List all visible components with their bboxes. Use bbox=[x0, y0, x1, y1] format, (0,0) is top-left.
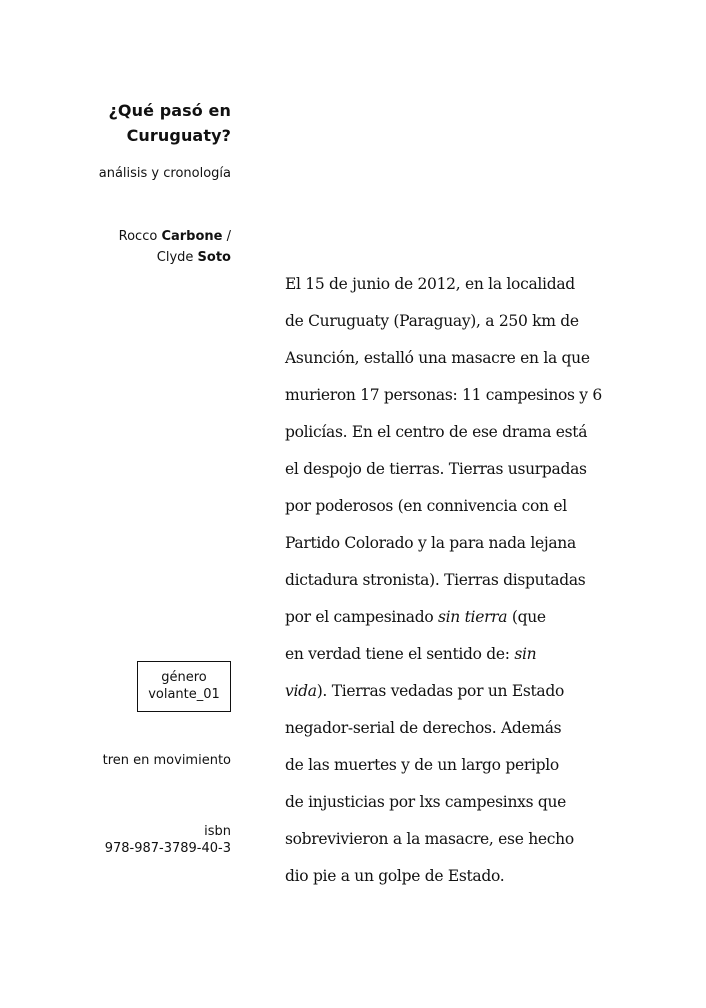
author-2-first-name: Clyde bbox=[156, 250, 198, 265]
body-text-segment: en verdad tiene el sentido de: bbox=[285, 645, 515, 663]
collection-name: tren en movimiento bbox=[102, 753, 231, 768]
author-separator: / bbox=[222, 229, 231, 244]
body-line: de las muertes y de un largo periplo bbox=[285, 756, 559, 774]
book-title-line-1: ¿Qué pasó en bbox=[108, 101, 231, 120]
body-text-segment: (que bbox=[507, 608, 546, 626]
book-subtitle: análisis y cronología bbox=[98, 166, 231, 181]
author-line-1 bbox=[31, 226, 231, 247]
body-line: de Curuguaty (Paraguay), a 250 km de bbox=[285, 312, 579, 330]
body-paragraph bbox=[285, 266, 615, 895]
body-line: policías. En el centro de ese drama está bbox=[285, 423, 588, 441]
book-title-line-2: Curuguaty? bbox=[126, 126, 231, 145]
body-line: sobrevivieron a la masacre, ese hecho bbox=[285, 830, 574, 848]
body-line: dictadura stronista). Tierras disputadas bbox=[285, 571, 586, 589]
body-line: murieron 17 personas: 11 campesinos y 6 bbox=[285, 386, 602, 404]
author-1-last-name: Carbone bbox=[161, 229, 223, 244]
body-line bbox=[285, 599, 615, 636]
body-line bbox=[285, 673, 615, 710]
author-2-last-name: Soto bbox=[197, 250, 231, 265]
author-1-first-name: Rocco bbox=[118, 229, 162, 244]
body-line bbox=[285, 636, 615, 673]
book-title bbox=[31, 98, 231, 148]
body-italic-segment: vida bbox=[285, 682, 317, 700]
body-text-segment: por el campesinado bbox=[285, 608, 438, 626]
genre-box bbox=[137, 661, 231, 712]
isbn-number: 978-987-3789-40-3 bbox=[104, 841, 231, 856]
body-line: Asunción, estalló una masacre en la que bbox=[285, 349, 590, 367]
body-line: el despojo de tierras. Tierras usurpadas bbox=[285, 460, 587, 478]
body-line: de injusticias por lxs campesinxs que bbox=[285, 793, 567, 811]
isbn bbox=[31, 823, 231, 857]
genre-series: volante_01 bbox=[148, 687, 220, 702]
authors bbox=[31, 226, 231, 268]
body-line: dio pie a un golpe de Estado. bbox=[285, 867, 505, 885]
body-text-segment: ). Tierras vedadas por un Estado bbox=[316, 682, 565, 700]
body-italic-segment: sin tierra bbox=[437, 608, 508, 626]
isbn-label: isbn bbox=[204, 824, 231, 839]
body-line: El 15 de junio de 2012, en la localidad bbox=[285, 275, 575, 293]
author-line-2 bbox=[31, 247, 231, 268]
body-italic-segment: sin bbox=[514, 645, 537, 663]
genre-label: género bbox=[161, 670, 207, 685]
body-line: negador-serial de derechos. Además bbox=[285, 719, 562, 737]
body-line: por poderosos (en connivencia con el bbox=[285, 497, 567, 515]
body-line: Partido Colorado y la para nada lejana bbox=[285, 534, 576, 552]
